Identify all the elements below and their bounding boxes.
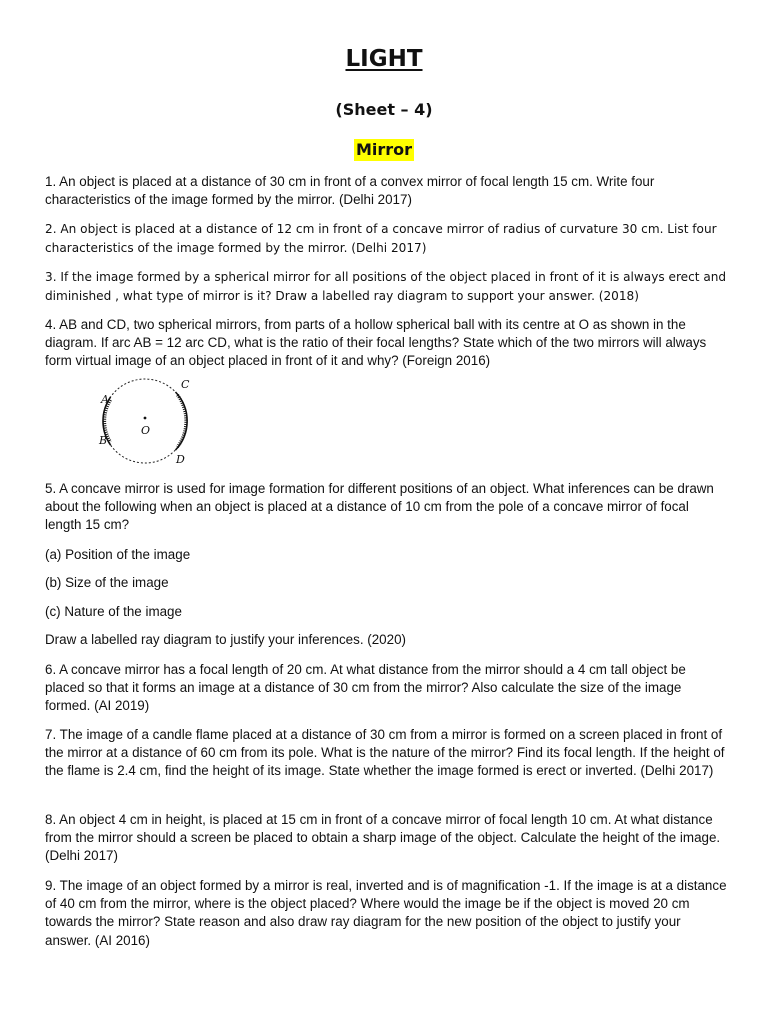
label-b: B — [99, 434, 108, 447]
question-5-part-a: (a) Position of the image — [45, 547, 191, 562]
section-heading: Mirror — [355, 140, 413, 159]
question-5-part-b: (b) Size of the image — [45, 575, 169, 590]
section-heading-wrap — [45, 139, 723, 161]
question-5-part-c: (c) Nature of the image — [45, 604, 182, 619]
sheet-subtitle: (Sheet – 4) — [335, 100, 433, 119]
question-6: 6. A concave mirror has a focal length of 20 cm. At what distance from the mirror should a 4 cm tall object be placed so that it forms an image at a distance of 30 cm from the mirror? Also calculate the size of the image formed. (AI 2019) — [45, 662, 686, 714]
question-5-instruction: Draw a labelled ray diagram to justify your inferences. (2020) — [45, 632, 406, 647]
label-a: A — [101, 393, 109, 406]
label-c: C — [181, 378, 190, 391]
question-7: 7. The image of a candle flame placed at a distance of 30 cm from a mirror is formed on a screen placed in front of the mirror at a distance of 60 cm from its pole. What is the nature of the mirror? Find its focal length. If the height of the flame is 2.4 cm, find the height of its image. State whether the image formed is erect or inverted. (Delhi 2017) — [45, 727, 725, 779]
question-3: 3. If the image formed by a spherical mirror for all positions of the object placed in front of it is always erect and diminished , what type of mirror is it? Draw a labelled ray diagram to support your answer. (2018) — [45, 270, 727, 303]
spherical-mirrors-diagram — [95, 376, 205, 466]
label-d: D — [176, 453, 185, 466]
dotted-sphere-outline — [103, 379, 187, 463]
mirror-cd-hatch — [178, 395, 187, 447]
page-title: LIGHT — [345, 46, 423, 72]
centre-point-o — [144, 417, 147, 420]
question-8: 8. An object 4 cm in height, is placed at 15 cm in front of a concave mirror of focal length 10 cm. At what distance from the mirror should a screen be placed to obtain a sharp image of the object. Calculate the height of the image. (Delhi 2017) — [45, 812, 721, 864]
question-9: 9. The image of an object formed by a mirror is real, inverted and is of magnification -1. If the image is at a distance of 40 cm from the mirror, where is the object placed? Where would the image be if the object is moved 20 cm towards the mirror? State reason and also draw ray diagram for the new position of the object to justify your answer. (AI 2016) — [45, 878, 727, 948]
question-1: 1. An object is placed at a distance of 30 cm in front of a convex mirror of focal length 15 cm. Write four characteristics of the image formed by the mirror. (Delhi 2017) — [45, 174, 655, 208]
label-o: O — [141, 424, 151, 437]
question-4: 4. AB and CD, two spherical mirrors, from parts of a hollow spherical ball with its centre at O as shown in the diagram. If arc AB = 12 arc CD, what is the ratio of their focal lengths? State which of the two mirrors will always form virtual image of an object placed in front of it and why? (Foreign 2016) — [45, 317, 707, 369]
question-2: 2. An object is placed at a distance of 12 cm in front of a concave mirror of radius of curvature 30 cm. List four characteristics of the image formed by the mirror. (Delhi 2017) — [45, 222, 717, 255]
question-5: 5. A concave mirror is used for image formation for different positions of an object. What inferences can be drawn about the following when an object is placed at a distance of 10 cm from the pole of a concave mirror of focal length 15 cm? — [45, 481, 714, 533]
